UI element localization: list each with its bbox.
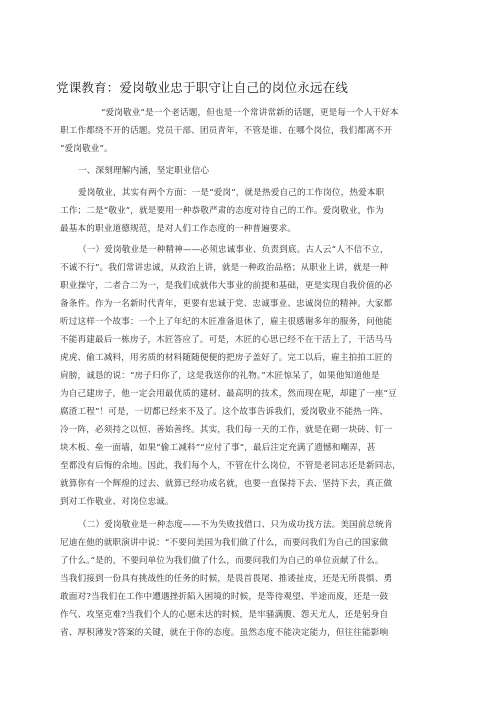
paragraph-line: 爱岗敬业，其实有两个方面：一是“爱岗”，就是热爱自己的工作岗位，热爱本职 — [78, 188, 385, 198]
paragraph-line: 不诚不行”。我们常讲忠诚，从政治上讲，就是一种政治品格；从职业上讲，就是一种 — [60, 263, 389, 273]
paragraph-line: 职工作都绕不开的话题。党员干部、团员青年，不管是谁、在哪个岗位，我们都离不开 — [60, 126, 393, 136]
paragraph-line: 就算你有一个辉煌的过去、就算已经功成名就，也要一直保持下去、坚持下去，真正做 — [60, 479, 393, 489]
paragraph-line: 敢面对?当我们在工作中遭遇挫折陷入困境的时候，是等待观望、半途而废，还是一鼓 — [60, 592, 389, 602]
paragraph-line: 到对工作敬业、对岗位忠诚。 — [60, 497, 174, 507]
paragraph-line: 冷一阵，必须持之以恒、善始善终。其实，我们每一天的工作，就是在砌一块砖、钉一 — [60, 425, 393, 435]
section-heading: 一、深刻理解内涵，坚定职业信心 — [78, 166, 210, 176]
paragraph-line: “爱岗敬业”是一个老话题，但也是一个常讲常新的话题，更是每一个人干好本 — [101, 108, 399, 118]
paragraph-line: 虎虎、偷工减料，用劣质的材料随随便便的把房子盖好了。完工以后，雇主拍拍工匠的 — [60, 353, 393, 363]
paragraph-line: 工作；二是“敬业”，就是要用一种恭敬严肃的态度对待自己的工作。爱岗敬业，作为 — [60, 206, 384, 216]
paragraph-line: （二）爱岗敬业是一种态度——不为失败找借口、只为成功找方法。美国前总统肯 — [78, 520, 393, 530]
paragraph-line: 当我们接到一份具有挑战性的任务的时候，是畏首畏尾、推诿扯皮，还是无所畏惧、勇 — [60, 574, 393, 584]
paragraph-line: 听过这样一个故事：一个上了年纪的木匠准备退休了，雇主很感谢多年的服务，问他能 — [60, 317, 393, 327]
paragraph-line: “爱岗敬业”。 — [60, 144, 113, 154]
paragraph-line: 不能再建最后一栋房子，木匠答应了。可是，木匠的心思已经不在干活上了，干活马马 — [60, 335, 393, 345]
paragraph-line: 块木板、垒一面墙，如果“偷工减料”“应付了事”，最后注定充满了遗憾和嘲弄，甚 — [60, 443, 376, 453]
paragraph-line: 职业操守，二者合二为一，是我们成就伟大事业的前提和基础，更是实现自我价值的必 — [60, 281, 393, 291]
paragraph-line: 省、厚积薄发?答案的关键，就在于你的态度。虽然态度不能决定能力，但往往能影响 — [60, 628, 389, 638]
paragraph-line: 作气、攻坚克难?当我们个人的心愿未达的时候，是牢骚满腹、怨天尤人，还是躬身自 — [60, 610, 389, 620]
paragraph-line: （一）爱岗敬业是一种精神——必须忠诚事业、负责到底。古人云“人不信不立， — [78, 245, 389, 255]
paragraph-line: 尼迪在他的就职演讲中说：“不要问美国为我们做了什么，而要问我们为自己的国家做 — [60, 538, 389, 548]
paragraph-line: 为自己建房子，他一定会用最优质的建材、最高明的技术，然而现在呢，却建了一座“豆 — [60, 389, 397, 399]
paragraph-line: 腐渣工程”！可是，一切都已经来不及了。这个故事告诉我们，爱岗敬业不能热一阵、 — [60, 407, 389, 417]
paragraph-line: 备条件。作为一名新时代青年，更要有忠诚于党、忠诚事业、忠诚岗位的精神。大家都 — [60, 299, 393, 309]
paragraph-line: 肩膀，诚恳的说：“房子归你了，这是我送你的礼物。”木匠惊呆了，如果他知道他是 — [60, 371, 380, 381]
paragraph-line: 至都没有后悔的余地。因此，我们每个人，不管在什么岗位，不管是老同志还是新同志， — [60, 461, 402, 471]
paragraph-line: 了什么。”是的，不要问单位为我们做了什么，而要问我们为自己的单位贡献了什么。 — [60, 556, 384, 566]
document-title: 党课教育：爱岗敬业忠于职守让自己的岗位永远在线 — [56, 80, 349, 95]
paragraph-line: 最基本的职业道德规范，是对人们工作态度的一种普遍要求。 — [60, 224, 297, 234]
